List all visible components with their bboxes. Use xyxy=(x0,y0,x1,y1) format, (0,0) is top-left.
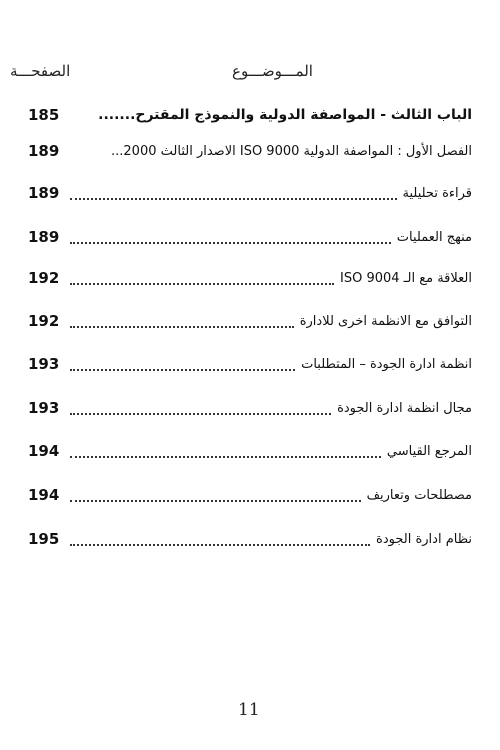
toc-entry-title: العلاقة مع الـ ISO 9004 xyxy=(340,270,472,286)
dot-leader xyxy=(70,282,334,285)
toc-entry xyxy=(28,526,472,552)
toc-entry-page: 194 xyxy=(28,486,60,504)
toc-entry-page: 192 xyxy=(28,312,60,330)
toc-entry xyxy=(28,102,472,128)
toc-entry-page: 193 xyxy=(28,399,60,417)
page-column-header: الصفحـــة xyxy=(10,62,71,80)
toc-entry xyxy=(28,180,472,206)
dot-leader xyxy=(70,156,105,157)
toc-entry-title: مجال انظمة ادارة الجودة xyxy=(337,400,472,416)
dot-leader xyxy=(70,368,295,371)
toc-entry-title: التوافق مع الانظمة اخرى للادارة xyxy=(299,313,472,329)
toc-entry xyxy=(28,351,472,377)
dot-leader xyxy=(70,455,381,458)
toc-entry-title: قراءة تحليلية xyxy=(402,185,472,201)
toc-entry-page: 189 xyxy=(28,228,60,246)
toc-entry-page: 193 xyxy=(28,355,60,373)
toc-entry-page: 189 xyxy=(28,142,60,160)
dot-leader xyxy=(70,120,92,121)
toc-entry-page: 189 xyxy=(28,184,60,202)
toc-entry-page: 185 xyxy=(28,106,60,124)
toc-entry xyxy=(28,138,472,164)
dot-leader xyxy=(70,543,370,546)
toc-entry-title: منهج العمليات xyxy=(396,229,472,245)
dot-leader xyxy=(70,197,397,200)
toc-entry xyxy=(28,438,472,464)
toc-entry xyxy=(28,265,472,291)
toc-entry xyxy=(28,224,472,250)
toc-entry-title: الفصل الأول : المواصفة الدولية ISO 9000 الاصدار الثالث 2000... xyxy=(111,143,472,159)
toc-entry-page: 195 xyxy=(28,530,60,548)
toc-entry-title: الباب الثالث - المواصفة الدولية والنموذج المقترح....... xyxy=(98,107,472,123)
toc-entry xyxy=(28,308,472,334)
toc-entry-page: 192 xyxy=(28,269,60,287)
toc-entry-page: 194 xyxy=(28,442,60,460)
topic-column-header: المـــوضـــوع xyxy=(232,62,313,80)
toc-entry xyxy=(28,482,472,508)
toc-entry-title: المرجع القياسي xyxy=(386,443,472,459)
dot-leader xyxy=(70,325,294,328)
dot-leader xyxy=(70,412,331,415)
toc-entry-title: انظمة ادارة الجودة – المتطلبات xyxy=(301,356,472,372)
toc-entry-title: نظام ادارة الجودة xyxy=(376,531,472,547)
page-number: 11 xyxy=(238,700,260,720)
toc-entry-title: مصطلحات وتعاريف xyxy=(366,487,472,503)
dot-leader xyxy=(70,499,361,502)
dot-leader xyxy=(70,241,391,244)
toc-entry xyxy=(28,395,472,421)
